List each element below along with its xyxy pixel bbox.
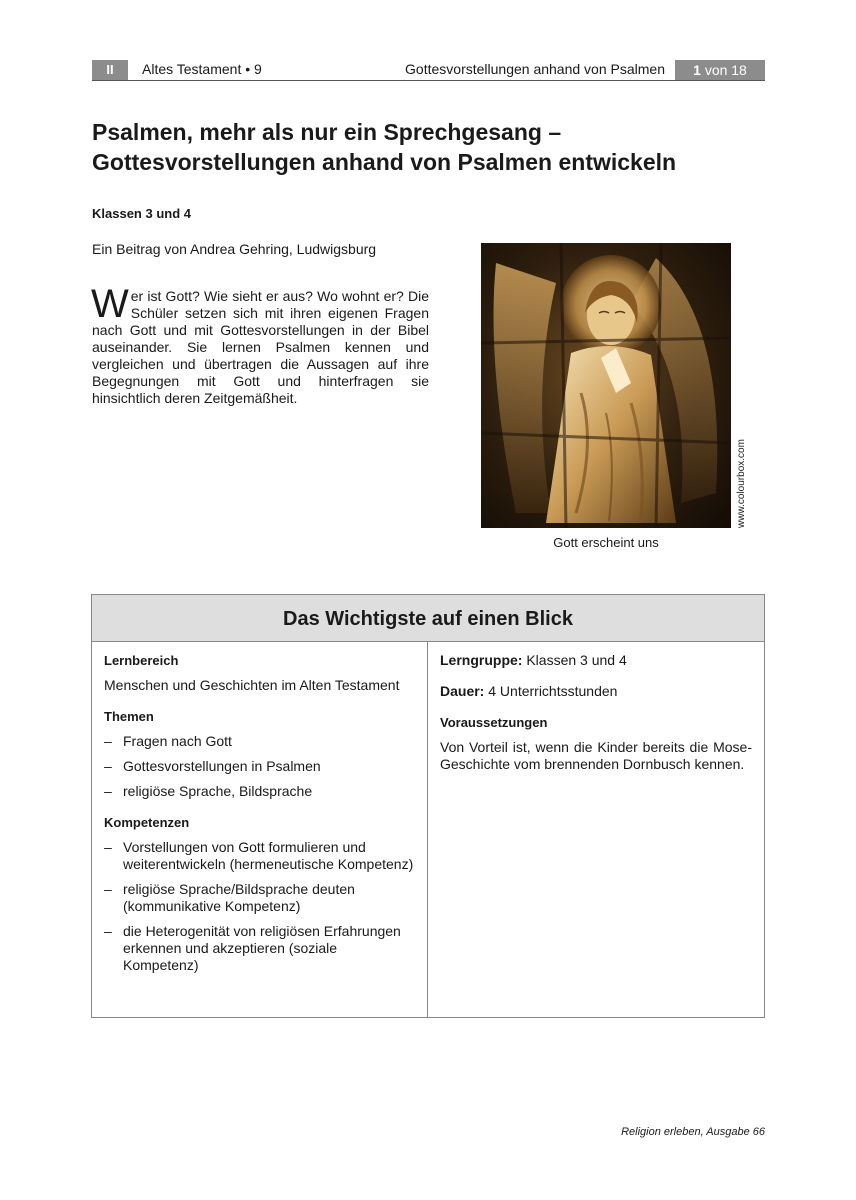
angel-stained-glass-image (481, 243, 731, 528)
dropcap: W (91, 282, 129, 326)
lernbereich-label: Lernbereich (104, 653, 179, 668)
chapter-badge: II (92, 60, 128, 80)
overview-heading: Das Wichtigste auf einen Blick (92, 595, 764, 642)
dauer-value: 4 Unterrichtsstunden (488, 683, 618, 699)
dauer-line (440, 683, 752, 700)
intro-text: er ist Gott? Wie sieht er aus? Wo wohnt er? Die Schüler setzen sich mit ihren eigenen Fragen nach Gott und mit Gottesvorstellungen in der Bibel auseinander. Sie lernen Psalmen kennen und vergleichen und übertragen die Aussagen auf ihre Begegnungen mit Gott und hinterfragen sie hinsichtlich deren Zeitgemäßheit. (92, 288, 429, 406)
overview-box (91, 594, 765, 1018)
kompetenzen-label: Kompetenzen (104, 815, 190, 830)
angel-illustration (481, 243, 731, 528)
lerngruppe-line (440, 652, 752, 669)
themen-label: Themen (104, 709, 154, 724)
intro-paragraph (91, 282, 429, 407)
page-total: von 18 (704, 62, 747, 78)
image-caption: Gott erscheint uns (553, 535, 659, 550)
overview-left-column (92, 642, 428, 1017)
author-line: Ein Beitrag von Andrea Gehring, Ludwigsburg (92, 241, 377, 257)
list-item: – Vorstellungen von Gott formulieren und weiterentwickeln (hermeneutische Kompetenz) (104, 839, 415, 873)
overview-right-column (429, 642, 764, 1017)
lerngruppe-value: Klassen 3 und 4 (526, 652, 627, 668)
list-item: – religiöse Sprache/Bildsprache deuten (kommunikative Kompetenz) (104, 881, 415, 915)
voraussetzungen-text: Von Vorteil ist, wenn die Kinder bereits die Mose-Geschichte vom brennenden Dornbusch kennen. (440, 739, 752, 772)
title-line-1: Psalmen, mehr als nur ein Sprechgesang – (92, 119, 562, 145)
classes-label: Klassen 3 und 4 (92, 206, 191, 221)
list-item: – die Heterogenität von religiösen Erfahrungen erkennen und akzeptieren (soziale Kompetenz) (104, 923, 415, 974)
title-line-2: Gottesvorstellungen anhand von Psalmen entwickeln (92, 149, 677, 175)
list-item: – religiöse Sprache, Bildsprache (104, 783, 415, 800)
list-item: – Fragen nach Gott (104, 733, 415, 750)
page-indicator (675, 60, 765, 80)
section-label: Altes Testament • 9 (142, 61, 262, 77)
running-title: Gottesvorstellungen anhand von Psalmen (405, 61, 665, 77)
dauer-label: Dauer: (440, 683, 485, 699)
list-item: – Gottesvorstellungen in Psalmen (104, 758, 415, 775)
page-number: 1 (693, 62, 701, 78)
kompetenzen-list (104, 839, 415, 974)
page-header (92, 60, 765, 81)
themen-list (104, 733, 415, 800)
voraussetzungen-label: Voraussetzungen (440, 715, 548, 730)
lernbereich-text: Menschen und Geschichten im Alten Testament (104, 677, 400, 693)
page-footer: Religion erleben, Ausgabe 66 (621, 1126, 765, 1138)
lerngruppe-label: Lerngruppe: (440, 652, 523, 668)
document-title (92, 117, 772, 177)
image-credit: www.colourbox.com (736, 439, 747, 528)
